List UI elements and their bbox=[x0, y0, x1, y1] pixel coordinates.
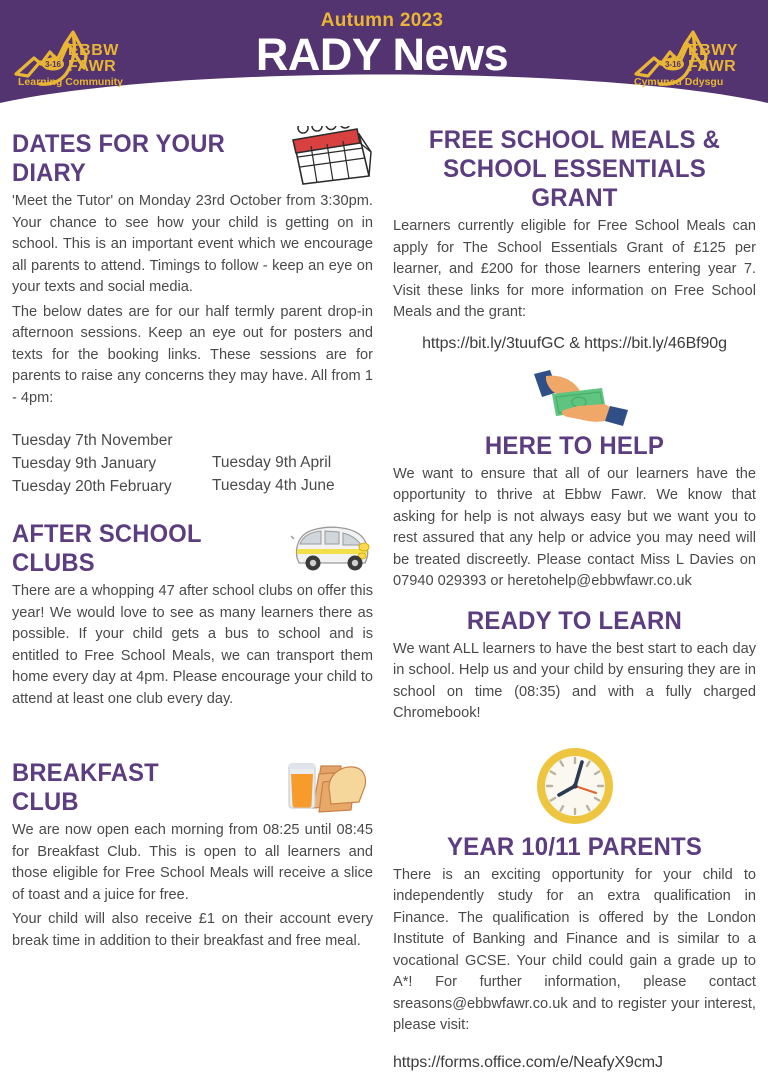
section-title-ready-to-learn: READY TO LEARN bbox=[466, 606, 683, 635]
issue-date: Autumn 2023 bbox=[320, 10, 444, 31]
section-ready-to-learn bbox=[393, 607, 756, 829]
section-title-dates: DATES FOR YOUR DIARY bbox=[12, 130, 225, 187]
section-title-free-school-meals-line-2: SCHOOL ESSENTIALS GRANT bbox=[443, 155, 706, 212]
page-title: RADY News bbox=[255, 29, 509, 80]
section-free-school-meals bbox=[393, 126, 756, 428]
svg-text:EBWY: EBWY bbox=[688, 42, 738, 59]
logo-left-graphic bbox=[10, 22, 134, 92]
drop-in-dates-list bbox=[12, 429, 373, 498]
dates-column-2 bbox=[212, 429, 335, 498]
tagline: RAISING THE ATTAINMENT OF DISADVANTAGED YOUNGSTERS bbox=[240, 80, 524, 90]
free-school-meals-paragraph: Learners currently eligible for Free School Meals can apply for The School Essentials Grant of £125 per learner, and £200 for those learners entering year 7. Visit these links for more information on Free School Meals and the grant: bbox=[393, 218, 756, 320]
section-breakfast-club bbox=[12, 758, 373, 952]
logo-ebwy-fawr-welsh bbox=[626, 6, 754, 92]
section-title-here-to-help: HERE TO HELP bbox=[484, 431, 665, 460]
section-after-school-clubs bbox=[12, 520, 373, 710]
newsletter-body bbox=[0, 118, 768, 1075]
dates-paragraph-2: The below dates are for our half termly parent drop-in afternoon sessions. Keep an eye out for posters and texts for the booking links. These sessions are for parents to raise any concerns they may have. All from 1 - 4pm: bbox=[12, 303, 373, 406]
juice-and-toast-icon bbox=[285, 758, 373, 816]
here-to-help-paragraph: We want to ensure that all of our learners have the opportunity to thrive at Ebbw Fawr. We know that asking for help is not always easy but we want you to rest assured that any help or advice you may need will be treated discreetly. Please contact Miss L Davies on 07940 029393 or heretohelp@ebbwfawr.co.uk bbox=[393, 465, 756, 589]
free-school-meals-links[interactable]: https://bit.ly/3tuufGC & https://bit.ly/46Bf90g bbox=[422, 334, 727, 352]
svg-text:Learning Community: Learning Community bbox=[18, 76, 124, 88]
list-item: Tuesday 7th November bbox=[12, 432, 173, 449]
left-column bbox=[0, 118, 385, 1075]
year-10-11-form-link[interactable]: https://forms.office.com/e/NeafyX9cmJ bbox=[393, 1053, 663, 1071]
list-item: Tuesday 20th February bbox=[12, 478, 172, 495]
svg-text:EBBW: EBBW bbox=[68, 42, 119, 59]
section-title-after-school-clubs: AFTER SCHOOL CLUBS bbox=[12, 520, 202, 577]
svg-text:3-16: 3-16 bbox=[664, 60, 682, 69]
section-year-10-11-parents bbox=[393, 833, 756, 1075]
newsletter-header bbox=[0, 0, 768, 118]
money-in-hands-icon bbox=[393, 366, 756, 428]
title-block bbox=[138, 6, 626, 90]
logo-ebbw-fawr-english bbox=[10, 6, 138, 92]
list-item: Tuesday 9th April bbox=[212, 454, 332, 471]
list-item: Tuesday 9th January bbox=[12, 455, 157, 472]
logo-right-graphic bbox=[630, 22, 754, 92]
breakfast-club-paragraph-2: Your child will also receive £1 on their account every break time in addition to their breakfast and free meal. bbox=[12, 911, 373, 949]
calendar-icon bbox=[281, 126, 373, 188]
ready-to-learn-paragraph: We want ALL learners to have the best start to each day in school. Help us and your child by ensuring they are in school on time (08:35) and with a fully charged Chromebook! bbox=[393, 640, 756, 721]
section-here-to-help bbox=[393, 432, 756, 593]
after-school-clubs-paragraph: There are a whopping 47 after school clubs on offer this year! We would love to see as many learners there as possible. If your child gets a bus to school and is entitled to Free School Meals, we can transport them home every day at 4pm. Please encourage your child to attend at least one club every day. bbox=[12, 583, 373, 707]
clock-icon bbox=[393, 743, 756, 829]
dates-column-1 bbox=[12, 429, 212, 498]
svg-text:FAWR: FAWR bbox=[68, 58, 117, 75]
section-title-year-10-11-parents: YEAR 10/11 PARENTS bbox=[446, 832, 703, 861]
svg-text:FAWR: FAWR bbox=[688, 58, 737, 75]
section-title-breakfast-club: BREAKFAST CLUB bbox=[12, 759, 159, 816]
right-column bbox=[385, 118, 768, 1075]
dates-paragraph-1: 'Meet the Tutor' on Monday 23rd October from 3:30pm. Your chance to see how your child is getting on in school. This is an important event which we encourage all parents to attend. Timings to follow - keep an eye on your texts and social media. bbox=[12, 193, 373, 295]
section-title-free-school-meals-line-1: FREE SCHOOL MEALS & bbox=[428, 126, 721, 154]
breakfast-club-paragraph-1: We are now open each morning from 08:25 until 08:45 for Breakfast Club. This is open to all learners and those eligible for Free School Meals will receive a slice of toast and a juice for free. bbox=[12, 822, 373, 903]
section-dates-for-your-diary bbox=[12, 126, 373, 498]
svg-text:Cymuned Ddysgu: Cymuned Ddysgu bbox=[634, 76, 724, 88]
list-item: Tuesday 4th June bbox=[212, 477, 335, 494]
year-10-11-paragraph: There is an exciting opportunity for your child to independently study for an extra qualification in Finance. The qualification is offered by the London Institute of Banking and Finance and is similar to a vocational GCSE. Your child could gain a grade up to A*! For further information, please contact sreasons@ebbwfawr.co.uk and to register your interest, please visit: bbox=[393, 866, 756, 1033]
minibus-icon bbox=[287, 520, 373, 576]
svg-text:3-16: 3-16 bbox=[44, 60, 62, 69]
